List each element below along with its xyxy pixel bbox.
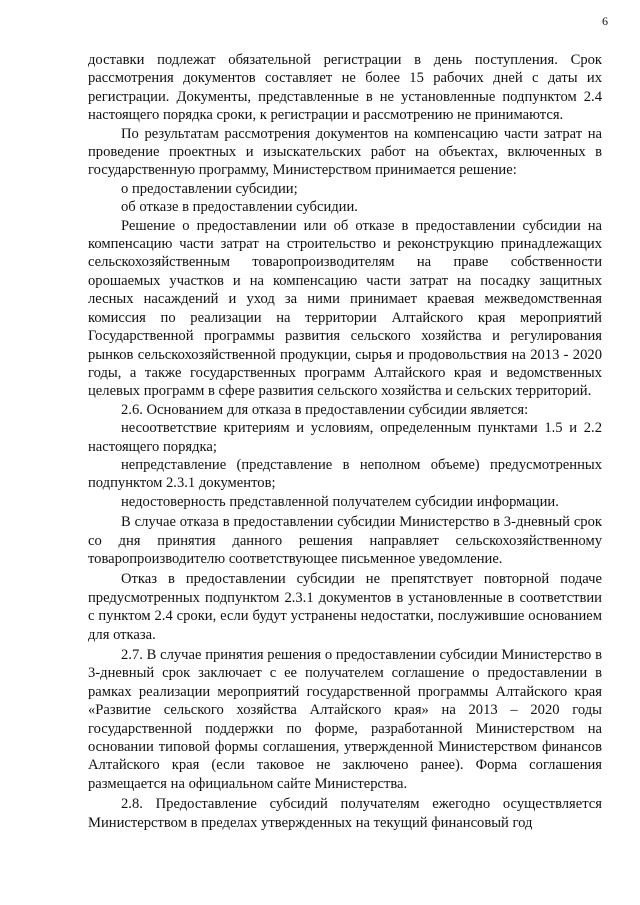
paragraph-4: об отказе в предоставлении субсидии. bbox=[121, 199, 358, 216]
paragraph-11: Отказ в предоставлении субсидии не препятствует повторной подаче предусмотренных подпунктом 2.3.1 документов в установленные в соответствии с пунктом 2.4 сроки, если будут устранены недостатки, послужившие основанием для отказа. bbox=[88, 571, 602, 643]
paragraph-6: 2.6. Основанием для отказа в предоставлении субсидии является: bbox=[121, 401, 529, 418]
paragraph-8: непредставление (представление в неполном объеме) предусмотренных подпунктом 2.3.1 документов; bbox=[88, 456, 602, 492]
page-number: 6 bbox=[602, 14, 608, 28]
paragraph-12: 2.7. В случае принятия решения о предоставлении субсидии Министерство в 3-дневный срок заключает с ее получателем соглашение о предоставлении в рамках реализации мероприятий государственной программы Алтайского края «Развитие сельского хозяйства Алтайского края» на 2013 – 2020 годы государственной поддержки по форме, разработанной Министерством на основании типовой формы соглашения, утвержденной Министерством финансов Алтайского края (если таковое не заключено ранее). Форма соглашения размещается на официальном сайте Министерства. bbox=[88, 647, 602, 792]
paragraph-3: о предоставлении субсидии; bbox=[121, 180, 298, 197]
paragraph-7: несоответствие критериям и условиям, определенным пунктами 1.5 и 2.2 настоящего порядка; bbox=[88, 420, 602, 455]
document-body bbox=[88, 51, 602, 832]
paragraph-2: По результатам рассмотрения документов на компенсацию части затрат на проведение проектных и изыскательских работ на объектах, включенных в государственную программу, Министерством принимается решение: bbox=[88, 125, 602, 179]
paragraph-13: 2.8. Предоставление субсидий получателям ежегодно осуществляется Министерством в пределах утвержденных на текущий финансовый год bbox=[88, 796, 602, 831]
paragraph-10: В случае отказа в предоставлении субсидии Министерство в 3-дневный срок со дня принятия данного решения направляет сельскохозяйственному товаропроизводителю соответствующее письменное уведомление. bbox=[88, 514, 602, 567]
paragraph-5: Решение о предоставлении или об отказе в предоставлении субсидии на компенсацию части затрат на строительство и реконструкцию принадлежащих сельскохозяйственным товаропроизводителям на праве собственности орошаемых участков и на компенсацию части затрат на посадку защитных лесных насаждений и уход за ними принимает краевая межведомственная комиссия по реализации на территории Алтайского края мероприятий Государственной программы развития сельского хозяйства и регулирования рынков сельскохозяйственной продукции, сырья и продовольствия на 2013 - 2020 годы, а также государственных программ Алтайского края и ведомственных целевых программ в сфере развития сельского хозяйства и сельских территорий. bbox=[88, 217, 602, 400]
paragraph-1: доставки подлежат обязательной регистрации в день поступления. Срок рассмотрения документов составляет не более 15 рабочих дней с даты их регистрации. Документы, представленные в не установленные подпунктом 2.4 настоящего порядка сроки, к регистрации и рассмотрению не принимаются. bbox=[88, 52, 602, 124]
paragraph-9: недостоверность представленной получателем субсидии информации. bbox=[121, 493, 559, 510]
